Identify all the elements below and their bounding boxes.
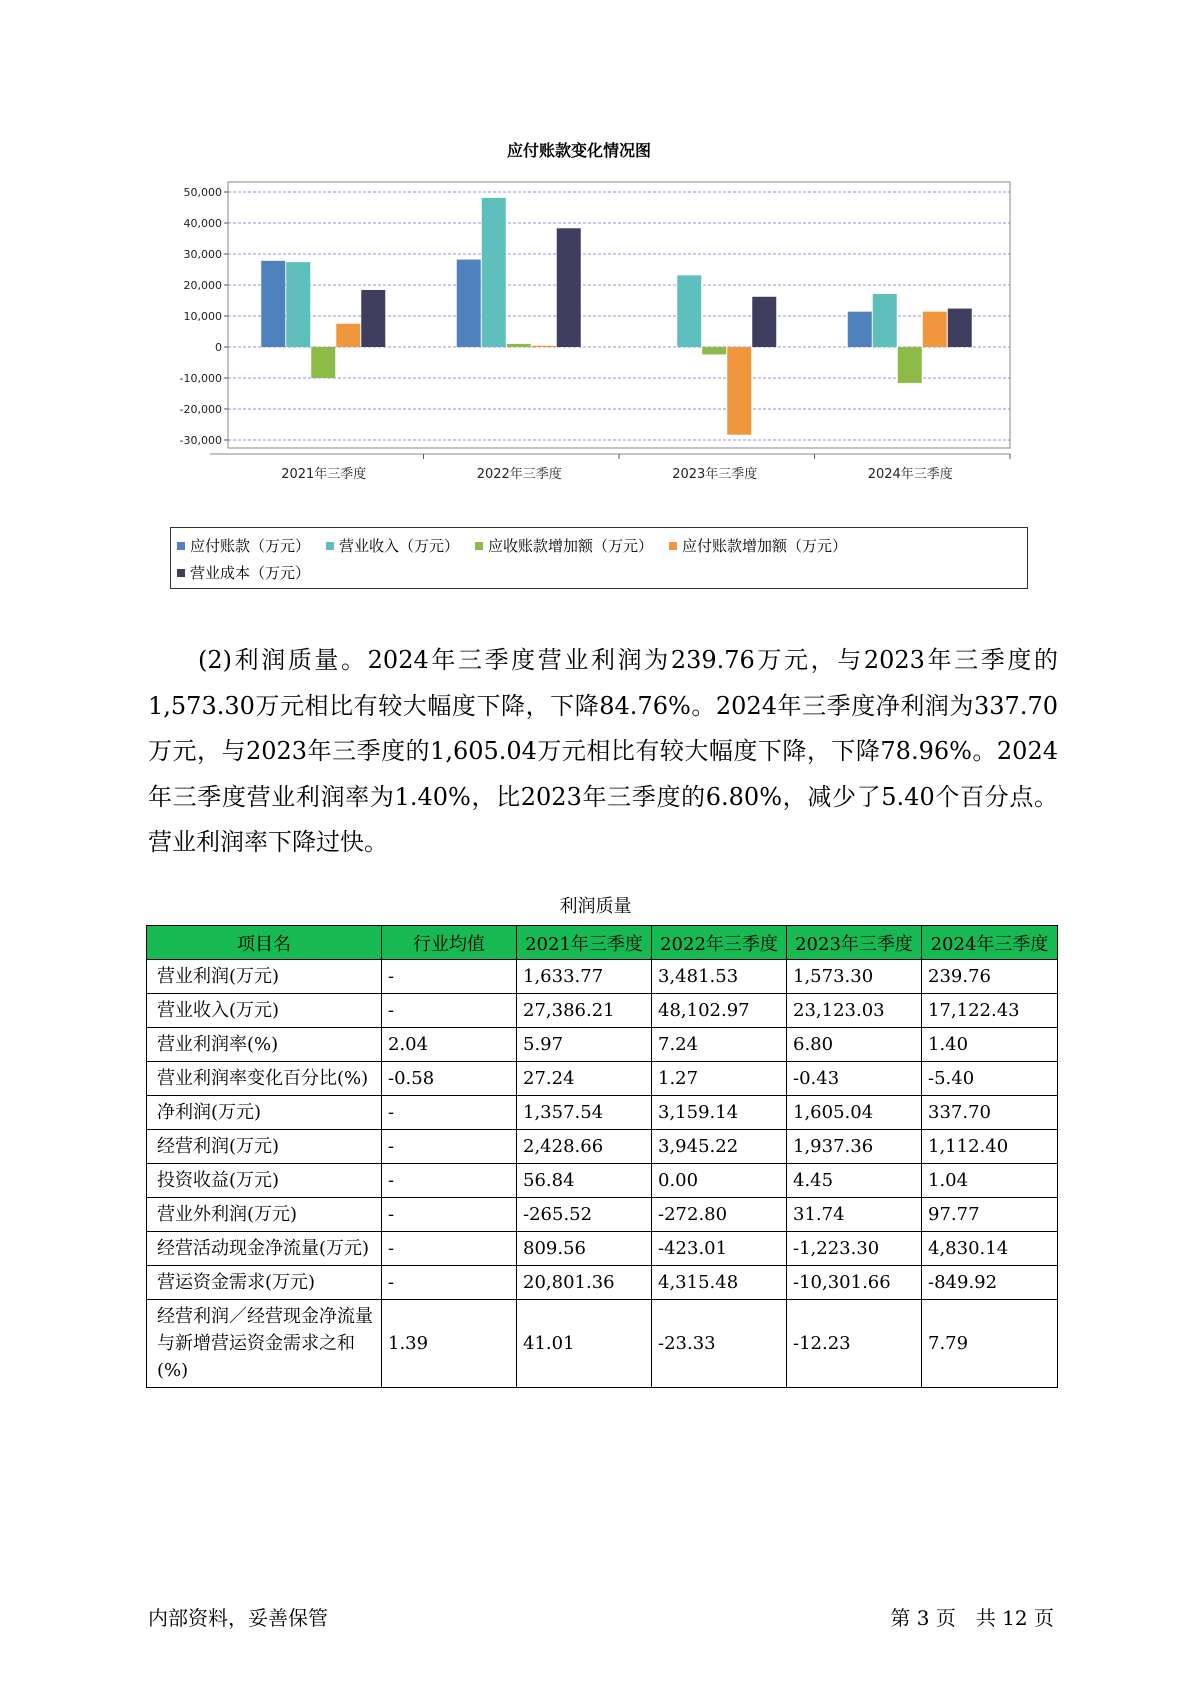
legend-swatch [177,569,185,577]
cell-industry-avg: 2.04 [382,1028,517,1062]
legend-swatch [669,542,677,550]
header-item-name: 项目名 [147,926,382,960]
cell-value-2021q3: 20,801.36 [517,1266,652,1300]
bar [752,297,776,347]
cell-value-2021q3: 27.24 [517,1062,652,1096]
cell-value-2022q3: 7.24 [652,1028,787,1062]
cell-value-2021q3: 809.56 [517,1232,652,1266]
cell-value-2024q3: 7.79 [922,1300,1058,1388]
legend-item [177,560,310,586]
bar [336,324,360,347]
legend-item [177,533,310,559]
cell-value-2023q3: 23,123.03 [787,994,922,1028]
y-tick-label: 10,000 [183,310,222,323]
cell-item-name: 营业利润率变化百分比(%) [147,1062,382,1096]
bar [557,228,581,347]
cell-value-2021q3: 1,357.54 [517,1096,652,1130]
cell-item-name: 经营利润(万元) [147,1130,382,1164]
cell-value-2024q3: 239.76 [922,960,1058,994]
table-header-row [147,926,1058,960]
cell-value-2024q3: 1.04 [922,1164,1058,1198]
cell-value-2023q3: -1,223.30 [787,1232,922,1266]
cell-value-2023q3: 31.74 [787,1198,922,1232]
cell-industry-avg: - [382,1198,517,1232]
y-tick-label: -30,000 [179,434,222,447]
cell-industry-avg: - [382,1232,517,1266]
cell-value-2022q3: -23.33 [652,1300,787,1388]
cell-value-2023q3: 1,937.36 [787,1130,922,1164]
bar [873,294,897,347]
cell-value-2024q3: 17,122.43 [922,994,1058,1028]
cell-item-name: 营业利润率(%) [147,1028,382,1062]
cell-value-2024q3: 97.77 [922,1198,1058,1232]
chart-legend [170,527,1028,589]
cell-value-2023q3: -12.23 [787,1300,922,1388]
bar [311,347,335,378]
bar [923,312,947,347]
cell-value-2024q3: 4,830.14 [922,1232,1058,1266]
legend-label: 营业成本（万元） [190,564,311,582]
bar [286,262,310,347]
cell-value-2024q3: 337.70 [922,1096,1058,1130]
cell-value-2022q3: -272.80 [652,1198,787,1232]
bar [898,347,922,383]
cell-value-2023q3: -0.43 [787,1062,922,1096]
legend-item [326,533,459,559]
x-tick-label: 2022年三季度 [476,467,562,482]
cell-industry-avg: - [382,1096,517,1130]
bar [507,344,531,347]
table-row [147,1164,1058,1198]
cell-item-name: 投资收益(万元) [147,1164,382,1198]
legend-swatch [177,542,185,550]
cell-value-2024q3: 1,112.40 [922,1130,1058,1164]
legend-swatch [475,542,483,550]
x-tick-label: 2021年三季度 [281,467,367,482]
legend-item [475,533,653,559]
chart-title: 应付账款变化情况图 [506,141,652,160]
y-tick-label: -20,000 [179,403,222,416]
cell-value-2024q3: -5.40 [922,1062,1058,1096]
header-2024q3: 2024年三季度 [922,926,1058,960]
cell-value-2022q3: 3,481.53 [652,960,787,994]
y-tick-label: 50,000 [183,186,222,199]
cell-industry-avg: - [382,960,517,994]
footer-confidential: 内部资料，妥善保管 [148,1606,328,1630]
cell-value-2021q3: -265.52 [517,1198,652,1232]
bar [261,261,285,347]
table-row [147,1266,1058,1300]
table-row [147,960,1058,994]
cell-industry-avg: 1.39 [382,1300,517,1388]
cell-value-2022q3: 3,159.14 [652,1096,787,1130]
x-tick-label: 2024年三季度 [867,467,953,482]
cell-item-name: 净利润(万元) [147,1096,382,1130]
bar [677,275,701,347]
table-row [147,1130,1058,1164]
cell-value-2024q3: 1.40 [922,1028,1058,1062]
cell-value-2023q3: 1,605.04 [787,1096,922,1130]
cell-value-2022q3: 3,945.22 [652,1130,787,1164]
cell-industry-avg: - [382,994,517,1028]
cell-value-2021q3: 27,386.21 [517,994,652,1028]
cell-industry-avg: -0.58 [382,1062,517,1096]
cell-item-name: 经营活动现金净流量(万元) [147,1232,382,1266]
cell-value-2021q3: 2,428.66 [517,1130,652,1164]
y-tick-label: -10,000 [179,372,222,385]
cell-item-name: 营业外利润(万元) [147,1198,382,1232]
cell-item-name: 营运资金需求(万元) [147,1266,382,1300]
table-row [147,1028,1058,1062]
table-row [147,994,1058,1028]
table-row [147,1300,1058,1388]
y-tick-label: 40,000 [183,217,222,230]
bar [727,347,751,435]
cell-industry-avg: - [382,1130,517,1164]
y-tick-label: 30,000 [183,248,222,261]
bar [361,290,385,347]
legend-label: 营业收入（万元） [339,537,460,555]
x-tick-label: 2023年三季度 [672,467,758,482]
header-2022q3: 2022年三季度 [652,926,787,960]
cell-value-2021q3: 1,633.77 [517,960,652,994]
header-2021q3: 2021年三季度 [517,926,652,960]
table-row [147,1232,1058,1266]
legend-label: 应收账款增加额（万元） [488,537,654,555]
cell-value-2023q3: 6.80 [787,1028,922,1062]
bar [702,347,726,354]
chart-plot [150,130,1030,530]
legend-label: 应付账款（万元） [190,537,311,555]
cell-value-2021q3: 56.84 [517,1164,652,1198]
cell-value-2022q3: 4,315.48 [652,1266,787,1300]
cell-value-2024q3: -849.92 [922,1266,1058,1300]
bar [532,346,556,347]
cell-item-name: 经营利润／经营现金净流量与新增营运资金需求之和(%) [147,1300,382,1388]
table-row [147,1062,1058,1096]
table-row [147,1096,1058,1130]
cell-industry-avg: - [382,1266,517,1300]
cell-value-2022q3: 0.00 [652,1164,787,1198]
y-tick-label: 20,000 [183,279,222,292]
cell-value-2022q3: 1.27 [652,1062,787,1096]
y-tick-label: 0 [215,341,222,354]
profit-quality-paragraph: (2)利润质量。2024年三季度营业利润为239.76万元，与2023年三季度的1,573.30万元相比有较大幅度下降，下降84.76%。2024年三季度净利润为337.70万元，与2023年三季度的1,605.04万元相比有较大幅度下降，下降78.96%。2024年三季度营业利润率为1.40%，比2023年三季度的6.80%，减少了5.40个百分点。营业利润率下降过快。 [148,646,1058,856]
table-row [147,1198,1058,1232]
cell-item-name: 营业收入(万元) [147,994,382,1028]
table-caption: 利润质量 [559,896,632,917]
cell-value-2022q3: -423.01 [652,1232,787,1266]
cell-value-2021q3: 41.01 [517,1300,652,1388]
legend-label: 应付账款增加额（万元） [682,537,848,555]
bar [482,198,506,347]
legend-item [669,533,847,559]
cell-value-2022q3: 48,102.97 [652,994,787,1028]
header-industry-avg: 行业均值 [382,926,517,960]
footer-page-number: 第 3 页 共 12 页 [890,1606,1054,1630]
bar [848,312,872,347]
bar [457,260,481,347]
cell-value-2023q3: -10,301.66 [787,1266,922,1300]
header-2023q3: 2023年三季度 [787,926,922,960]
cell-value-2023q3: 1,573.30 [787,960,922,994]
profit-quality-table [146,925,1058,1388]
cell-value-2023q3: 4.45 [787,1164,922,1198]
bar [948,309,972,347]
cell-value-2021q3: 5.97 [517,1028,652,1062]
legend-swatch [326,542,334,550]
cell-item-name: 营业利润(万元) [147,960,382,994]
cell-industry-avg: - [382,1164,517,1198]
